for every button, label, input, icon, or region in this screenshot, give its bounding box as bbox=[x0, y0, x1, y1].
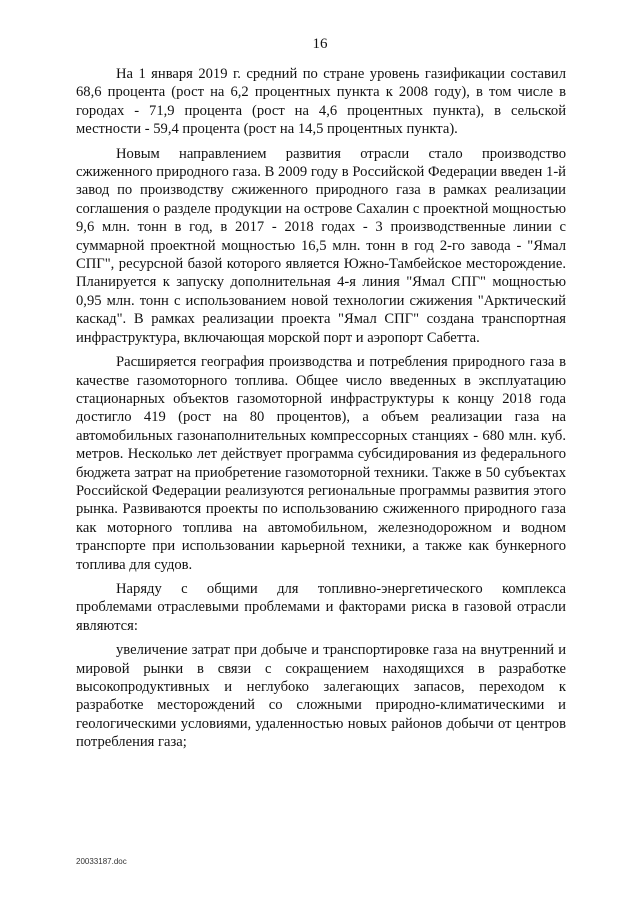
paragraph-gasification-level: На 1 января 2019 г. средний по стране уровень газификации составил 68,6 процента (рост на 6,2 процентных пункта к 2008 году), в том числе в городах - 71,9 процента (рост на 4,6 процентных пункта), в сельской местности - 59,4 процента (рост на 14,5 процентных пункта). bbox=[76, 66, 566, 138]
paragraph-lng-production: Новым направлением развития отрасли стало производство сжиженного природного газа. В 2009 году в Российской Федерации введен 1-й завод по производству сжиженного природного газа в рамках реализации соглашения о разделе продукции на острове Сахалин с проектной мощностью 9,6 млн. тонн в год, в 2017 - 2018 годах - 3 производственные линии с суммарной проектной мощностью 16,5 млн. тонн в год 2-го завода - "Ямал СПГ", ресурсной базой которого является Южно-Тамбейское месторождение. Планируется к запуску дополнительная 4-я линия "Ямал СПГ" мощностью 0,95 млн. тонн с использованием новой технологии сжижения "Арктический каскад". В рамках реализации проекта "Ямал СПГ" создана транспортная инфраструктура, включающая морской порт и аэропорт Сабетта. bbox=[76, 145, 566, 346]
document-footer-filename: 20033187.doc bbox=[76, 857, 127, 866]
document-body bbox=[76, 65, 566, 758]
page-number: 16 bbox=[312, 36, 328, 52]
list-item-cost-increase: увеличение затрат при добыче и транспортировке газа на внутренний и мировой рынки в связи с сокращением находящихся в разработке высокопродуктивных и неглубоко залегающих запасов, переходом к разработке месторождений со сложными природно-климатическими и геологическими условиями, удаленностью новых районов добычи от центров потребления газа; bbox=[76, 642, 566, 751]
paragraph-risk-factors-intro: Наряду с общими для топливно-энергетического комплекса проблемами отраслевыми проблемами и факторами риска в газовой отрасли являются: bbox=[76, 580, 566, 634]
paragraph-gas-motor-fuel: Расширяется география производства и потребления природного газа в качестве газомоторного топлива. Общее число введенных в эксплуатацию стационарных объектов газомоторной инфраструктуры к концу 2018 года достигло 419 (рост на 80 процентов), а объем реализации газа на автомобильных газонаполнительных компрессорных станциях - 680 млн. куб. метров. Несколько лет действует программа субсидирования из федерального бюджета затрат на приобретение газомоторной техники. Также в 50 субъектах Российской Федерации реализуются региональные программы развития этого рынка. Развиваются проекты по использованию сжиженного природного газа как моторного топлива на автомобильном, железнодорожном и водном транспорте при использовании карьерной техники, а также как бункерного топлива для судов. bbox=[76, 354, 566, 573]
